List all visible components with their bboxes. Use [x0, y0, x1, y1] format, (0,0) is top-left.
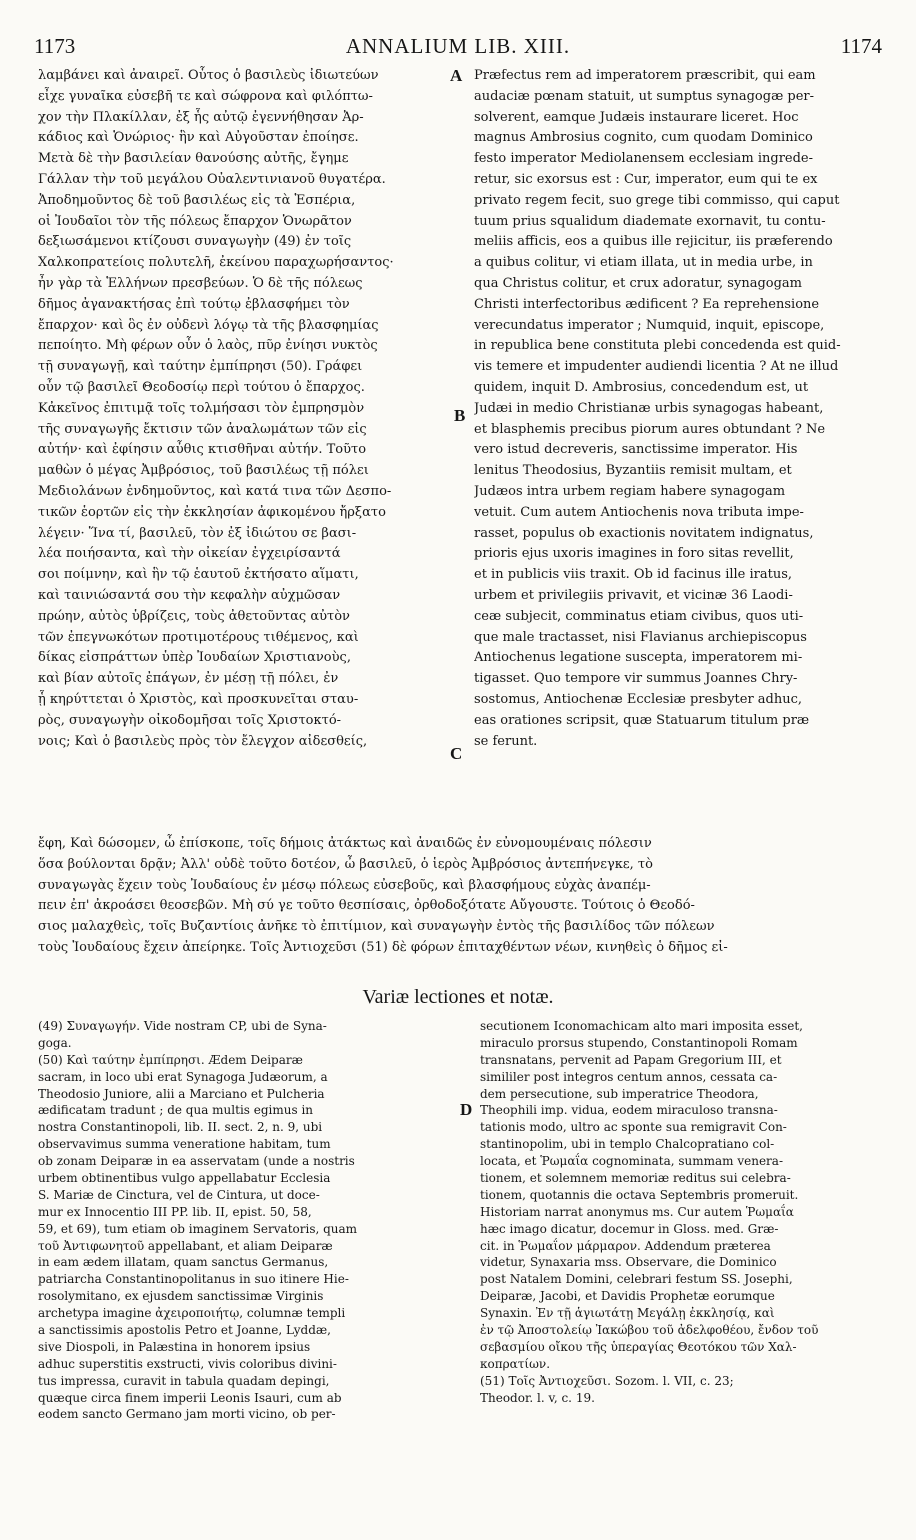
greek-fullwidth-line: σιος μαλαχθεὶς, τοῖς Βυζαντίοις ἀνῆκε τὸ ἐπιτίμιον, καὶ συναγωγὴν ἐντὸς τῆς βασιλίδος τῶν πόλεων	[38, 919, 715, 935]
greek-line: σοι ποίμνην, καὶ ἣν τῷ ἑαυτοῦ ἐκτήσατο αἵματι,	[38, 567, 359, 583]
latin-line: retur, sic exorsus est : Cur, imperator, eum qui te ex	[474, 171, 818, 187]
latin-line: solverent, eamque Judæis instaurare liceret. Hoc	[474, 109, 799, 125]
running-header	[34, 34, 882, 58]
latin-line: vero istud decreveris, sanctissime imperator. His	[474, 442, 798, 458]
note-line: tationis modo, ultro ac sponte sua remigravit Con-	[480, 1120, 787, 1135]
note-line: urbem obtinentibus vulgo appellabatur Ecclesia	[38, 1171, 331, 1186]
note-line: ob zonam Deiparæ in ea asservatam (unde a nostris	[38, 1154, 355, 1169]
note-line: ædificatam tradunt ; de qua multis egimus in	[38, 1103, 314, 1118]
note-line: Synaxin. Ἐν τῇ ἁγιωτάτῃ Μεγάλῃ ἐκκλησίᾳ, καὶ	[480, 1306, 775, 1321]
greek-line: ἦν γὰρ τὰ Ἑλλήνων πρεσβεύων. Ὁ δὲ τῆς πόλεως	[38, 275, 363, 291]
note-line: nostra Constantinopoli, lib. II. sect. 2, n. 9, ubi	[38, 1120, 323, 1135]
note-line: archetypa imagine ἀχειροποιήτῳ, columnæ templi	[38, 1306, 346, 1321]
latin-line: Antiochenus legatione suscepta, imperatorem mi-	[474, 650, 803, 666]
note-line: transnatans, pervenit ad Papam Gregorium III, et	[480, 1052, 782, 1067]
section-marker-d: D	[460, 1100, 473, 1119]
greek-fullwidth-line: τοὺς Ἰουδαίους ἔχειν ἀπείρηκε. Τοῖς Ἀντιοχεῦσι (51) δὲ φόρων ἐπιταχθέντων νέων, κινηθεὶς ὁ δῆμος εἰ-	[38, 939, 728, 955]
greek-line: μαθὼν ὁ μέγας Ἀμβρόσιος, τοῦ βασιλέως τῇ πόλει	[38, 463, 369, 479]
latin-line: urbem et privilegiis privavit, et vicinæ 36 Laodi-	[474, 587, 793, 603]
latin-line: vis temere et impudenter audiendi licentia ? At ne illud	[474, 359, 839, 375]
greek-fullwidth-line: πειν ἐπ' ἀκροάσει θεοσεβῶν. Μὴ σύ γε τοῦτο θεσπίσαις, ὀρθοδοξότατε Αὔγουστε. Τούτοις ὁ Θεοδό-	[38, 898, 695, 914]
latin-line: lenitus Theodosius, Byzantiis remisit multam, et	[474, 463, 792, 479]
note-line: post Natalem Domini, celebrari festum SS. Josephi,	[480, 1272, 793, 1287]
note-line: videtur, Synaxaria mss. Observare, die Dominico	[480, 1255, 777, 1270]
note-line: miraculo prorsus stupendo, Constantinopoli Romam	[480, 1035, 798, 1050]
latin-line: Præfectus rem ad imperatorem præscribit, qui eam	[474, 68, 816, 83]
greek-line: πρώην, αὐτὸς ὑβρίζεις, τοὺς ἀθετοῦντας αὐτὸν	[38, 608, 350, 624]
note-line: quæque circa finem imperii Leonis Isauri, cum ab	[38, 1390, 342, 1405]
notes-heading: Variæ lectiones et notæ.	[362, 986, 554, 1008]
greek-line: δῆμος ἀγανακτήσας ἐπὶ τούτῳ ἐβλασφήμει τὸν	[38, 296, 350, 312]
latin-line: tigasset. Quo tempore vir summus Joannes Chry-	[474, 671, 798, 687]
note-line: secutionem Iconomachicam alto mari imposita esset,	[480, 1019, 803, 1033]
greek-line: τικῶν ἑορτῶν εἰς τὴν ἐκκλησίαν ἀφικομένου ἤρξατο	[38, 504, 386, 520]
greek-line: καὶ βίαν αὐτοῖς ἐπάγων, ἐν μέσῃ τῇ πόλει, ἐν	[38, 671, 339, 687]
latin-line: verecundatus imperator ; Numquid, inquit, episcope,	[474, 317, 825, 333]
latin-line: prioris ejus uxoris imagines in foro sitas revellit,	[474, 546, 794, 562]
latin-line: que male tractasset, nisi Flavianus archiepiscopus	[474, 629, 807, 645]
latin-line: rasset, populus ob exactionis novitatem indignatus,	[474, 525, 814, 541]
latin-line: eas orationes scripsit, quæ Statuarum titulum præ	[474, 712, 810, 728]
note-line: cit. in Ῥωμαΐον μάρμαρον. Addendum præterea	[480, 1238, 771, 1253]
note-line: locata, et Ῥωμαΐα cognominata, summam venera-	[480, 1154, 784, 1169]
latin-line: tuum prius squalidum diademate exornavit, tu contu-	[474, 213, 826, 229]
greek-line: Ἀποδημοῦντος δὲ τοῦ βασιλέως εἰς τὰ Ἑσπέρια,	[38, 192, 356, 208]
note-line: rosolymitano, ex ejusdem sanctissimæ Virginis	[38, 1289, 324, 1304]
note-line: tionem, et solemnem memoriæ reditus sui celebra-	[480, 1171, 791, 1186]
note-line: eodem sancto Germano jam morti vicino, ob per-	[38, 1407, 336, 1422]
note-line: observavimus summa veneratione habitam, tum	[38, 1137, 331, 1152]
section-marker-b: B	[454, 406, 466, 425]
latin-line: audaciæ pœnam statuit, ut sumptus synagogæ per-	[474, 88, 815, 104]
column-number-left: 1173	[34, 34, 76, 58]
greek-line: τῶν ἐπεγνωκότων προτιμοτέρους τιθέμενος, καὶ	[38, 629, 359, 645]
greek-line: πεποίητο. Μὴ φέρων οὖν ὁ λαὸς, πῦρ ἐνίησι νυκτὸς	[38, 338, 378, 354]
note-line: S. Mariæ de Cinctura, vel de Cintura, ut docе-	[38, 1187, 320, 1202]
note-line: τοῦ Ἀντιφωνητοῦ appellabant, et aliam Deiparæ	[38, 1238, 333, 1253]
greek-line: τῇ συναγωγῇ, καὶ ταύτην ἐμπίπρησι (50). Γράφει	[38, 359, 363, 375]
latin-line: meliis afficis, eos a quibus ille rejicitur, iis præferendo	[474, 234, 833, 250]
note-line: a sanctissimis apostolis Petro et Joanne, Lyddæ,	[38, 1323, 331, 1338]
greek-line: δίκας εἰσπράττων ὑπὲρ Ἰουδαίων Χριστιανοὺς,	[38, 650, 351, 666]
section-marker-a: A	[450, 66, 463, 85]
note-line: Theodor. l. v, c. 19.	[480, 1390, 595, 1405]
greek-line: εἶχε γυναῖκα εὐσεβῆ τε καὶ σώφρονα καὶ φιλόπτω-	[38, 88, 373, 104]
note-line: (51) Τοῖς Ἀντιοχεῦσι. Sozom. l. VII, c. 23;	[480, 1373, 734, 1388]
note-line: Historiam narrat anonymus ms. Cur autem Ῥωμαΐα	[480, 1204, 794, 1219]
note-line: (49) Συναγωγήν. Vide nostram CP, ubi de Syna-	[38, 1019, 327, 1033]
greek-line: λαμβάνει καὶ ἀναιρεῖ. Οὗτος ὁ βασιλεὺς ἰδιωτεύων	[38, 68, 379, 83]
note-line: (50) Καὶ ταύτην ἐμπίπρησι. Ædem Deiparæ	[38, 1052, 303, 1067]
latin-line: Christi interfectoribus ædificent ? Ea reprehensione	[474, 296, 820, 312]
note-line: tus impressa, curavit in tabula quadam depingi,	[38, 1373, 330, 1388]
latin-text-column	[474, 66, 874, 752]
greek-line: οἱ Ἰουδαῖοι τὸν τῆς πόλεως ἔπαρχον Ὁνωρᾶτον	[38, 213, 352, 229]
running-title: ANNALIUM LIB. XIII.	[345, 34, 571, 58]
greek-line: Μεδιολάνων ἐνδημοῦντος, καὶ κατά τινα τῶν Δεσπο-	[38, 483, 392, 499]
greek-line: ᾗ κηρύττεται ὁ Χριστὸς, καὶ προσκυνεῖται σταυ-	[38, 691, 359, 707]
latin-line: ceæ subjecit, comminatus etiam civibus, quos uti-	[474, 608, 804, 624]
note-line: 59, et 69), tum etiam ob imaginem Servatoris, quam	[38, 1221, 358, 1236]
note-line: Theodosio Juniore, alii a Marciano et Pulcheria	[38, 1086, 325, 1101]
column-number-right: 1174	[840, 34, 882, 58]
greek-line: νοις; Καὶ ὁ βασιλεὺς πρὸς τὸν ἔλεγχον αἰδεσθείς,	[38, 733, 368, 749]
latin-line: festo imperator Mediolanensem ecclesiam ingrede-	[474, 151, 814, 167]
latin-line: et in publicis viis traxit. Ob id facinus ille iratus,	[474, 567, 793, 583]
note-line: in eam ædem illatam, quam sanctus Germanus,	[38, 1255, 329, 1270]
note-line: ἐν τῷ Ἀποστολείῳ Ἰακώβου τοῦ ἀδελφοθέου, ἔνδον τοῦ	[480, 1323, 819, 1338]
greek-line: καὶ ταινιώσαντά σου τὴν κεφαλὴν αὐχμῶσαν	[38, 587, 341, 603]
greek-fullwidth-line: ἔφη, Καὶ δώσομεν, ὦ ἐπίσκοπε, τοῖς δήμοις ἀτάκτως καὶ ἀναιδῶς ἐν εὐνομουμέναις πόλεσιν	[38, 836, 652, 851]
note-line: stantinopolim, ubi in templo Chalcopratiano col-	[480, 1137, 775, 1152]
greek-line: Χαλκοπρατείοις πολυτελῆ, ἐκείνου παραχωρήσαντος·	[38, 255, 394, 271]
note-line: adhuc superstitis exstructi, vivis coloribus divini-	[38, 1356, 337, 1371]
note-line: Deiparæ, Jacobi, et Davidis Prophetæ eorumque	[480, 1289, 775, 1304]
greek-line: οὖν τῷ βασιλεῖ Θεοδοσίῳ περὶ τούτου ὁ ἔπαρχος.	[38, 379, 365, 395]
note-line: sive Diospoli, in Palæstina in honorem ipsius	[38, 1339, 311, 1354]
note-line: σεβασμίου οἴκου τῆς ὑπεραγίας Θεοτόκου τῶν Χαλ-	[480, 1339, 797, 1354]
notes-right-column	[480, 1018, 876, 1406]
notes-left-column	[38, 1018, 456, 1423]
note-line: Theophili imp. vidua, eodem miraculoso transna-	[480, 1103, 778, 1118]
greek-fullwidth-continuation	[38, 834, 874, 959]
greek-line: λέα ποιήσαντα, καὶ τὴν οἰκείαν ἐγχειρίσαντά	[38, 546, 341, 562]
greek-text-column	[38, 66, 444, 752]
latin-line: et blasphemis precibus piorum aures obtundant ? Ne	[474, 421, 826, 437]
latin-line: magnus Ambrosius cognito, cum quodam Dominico	[474, 130, 813, 146]
latin-line: a quibus colitur, vi etiam illata, ut in media urbe, in	[474, 255, 813, 271]
note-line: patriarcha Constantinopolitanus in suo itinere Hie-	[38, 1272, 349, 1287]
latin-line: se ferunt.	[474, 733, 538, 749]
greek-line: Γάλλαν τὴν τοῦ μεγάλου Οὐαλεντινιανοῦ θυγατέρα.	[38, 171, 386, 187]
greek-line: Κἀκεῖνος ἐπιτιμᾷ τοῖς τολμήσασι τὸν ἐμπρησμὸν	[38, 400, 365, 416]
section-marker-c: C	[450, 744, 463, 763]
note-line: simililer post integros centum annos, cessata ca-	[480, 1069, 778, 1084]
note-line: sacram, in loco ubi erat Synagoga Judæorum, a	[38, 1069, 328, 1084]
greek-line: χον τὴν Πλακίλλαν, ἐξ ἧς αὐτῷ ἐγεννήθησαν Ἀρ-	[38, 109, 364, 125]
greek-line: δεξιωσάμενοι κτίζουσι συναγωγὴν (49) ἐν τοῖς	[38, 234, 352, 250]
note-line: dem persecutione, sub imperatrice Theodora,	[480, 1086, 759, 1101]
greek-line: τῆς συναγωγῆς ἔκτισιν τῶν ἀναλωμάτων τῶν εἰς	[38, 421, 367, 437]
note-line: tionem, quotannis die octava Septembris promeruit.	[480, 1187, 799, 1202]
latin-line: vetuit. Cum autem Antiochenis nova tributa impe-	[474, 504, 804, 520]
note-line: hæc imago dicatur, docemur in Gloss. med. Græ-	[480, 1221, 779, 1236]
latin-line: in republica bene constituta plebi concedenda est quid-	[474, 338, 841, 354]
greek-line: κάδιος καὶ Ὁνώριος· ἣν καὶ Αὐγοῦσταν ἐποίησε.	[38, 130, 359, 146]
greek-fullwidth-line: ὅσα βούλονται δρᾷν; Ἀλλ' οὐδὲ τοῦτο δοτέον, ὦ βασιλεῦ, ὁ ἱερὸς Ἀμβρόσιος ἀντεπήνεγκε, τὸ	[38, 856, 653, 872]
greek-line: ἔπαρχον· καὶ ὃς ἐν οὐδενὶ λόγῳ τὰ τῆς βλασφημίας	[38, 317, 379, 333]
latin-line: quidem, inquit D. Ambrosius, concedendum est, ut	[474, 379, 809, 395]
latin-line: privato regem fecit, suo grege tibi commisso, qui caput	[474, 192, 840, 208]
greek-line: αὐτήν· καὶ ἐφίησιν αὖθις κτισθῆναι αὐτήν. Τοῦτο	[38, 442, 367, 458]
latin-line: Judæi in medio Christianæ urbis synagogas habeant,	[474, 400, 824, 416]
note-line: κοπρατίων.	[480, 1356, 551, 1371]
latin-line: qua Christus colitur, et crux adoratur, synagogam	[474, 275, 802, 291]
greek-line: λέγειν· Ἵνα τί, βασιλεῦ, τὸν ἐξ ἰδιώτου σε βασι-	[38, 525, 357, 541]
greek-line: Μετὰ δὲ τὴν βασιλείαν θανούσης αὐτῆς, ἔγημε	[38, 151, 349, 167]
note-line: mur ex Innocentio III PP. lib. II, epist. 50, 58,	[38, 1204, 312, 1219]
note-line: goga.	[38, 1035, 72, 1050]
greek-line: ρὸς, συναγωγὴν οἰκοδομῆσαι τοῖς Χριστοκτό-	[38, 712, 342, 728]
latin-line: Judæos intra urbem regiam habere synagogam	[474, 483, 786, 499]
greek-fullwidth-line: συναγωγὰς ἔχειν τοὺς Ἰουδαίους ἐν μέσῳ πόλεως εὐσεβοῦς, καὶ βλασφήμους εὐχὰς ἀναπέμ-	[38, 877, 651, 893]
latin-line: sostomus, Antiochenæ Ecclesiæ presbyter adhuc,	[474, 691, 803, 707]
